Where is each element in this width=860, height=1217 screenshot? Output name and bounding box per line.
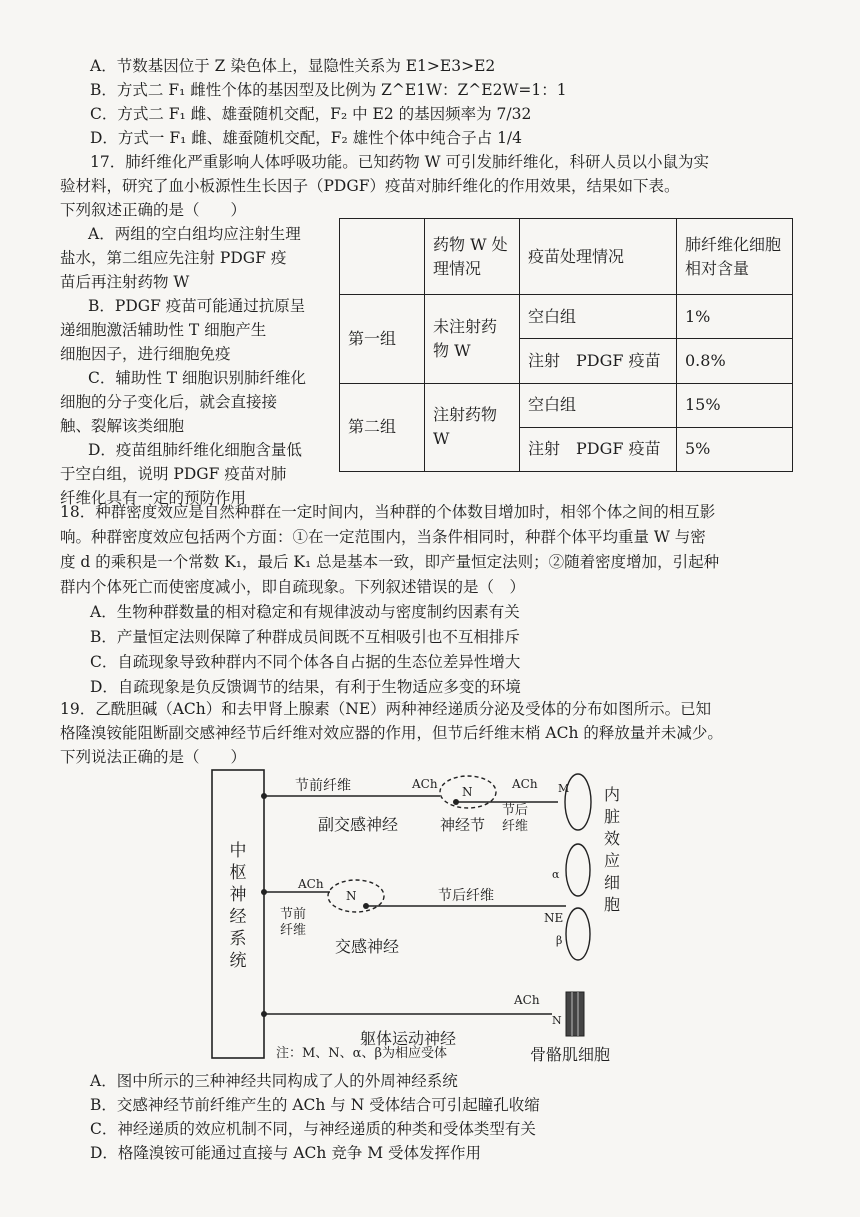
neuro-diagram (200, 766, 660, 1066)
q17-option-line: B．PDGF 疫苗可能通过抗原呈 (88, 297, 306, 315)
q16-option-a: A．节数基因位于 Z 染色体上，显隐性关系为 E1>E3>E2 (90, 57, 496, 75)
beta-receptor-label: β (556, 934, 563, 947)
q17-option-line: 递细胞激活辅助性 T 细胞产生 (60, 321, 267, 339)
q16-option-d: D．方式一 F₁ 雌、雄蚕随机交配，F₂ 雄性个体中纯合子占 1/4 (90, 129, 523, 147)
q18-stem-line1: 18．种群密度效应是自然种群在一定时间内，当种群的个体数目增加时，相邻个体之间的相互影 (60, 503, 716, 521)
ach-label: ACh (298, 877, 324, 891)
q17-option-line: 于空白组，说明 PDGF 疫苗对肺 (60, 465, 287, 483)
visceral-cell (566, 844, 590, 896)
table-group1-label: 第一组 (340, 295, 425, 383)
q19-option-b: B．交感神经节前纤维产生的 ACh 与 N 受体结合可引起瞳孔收缩 (90, 1096, 540, 1114)
cns-label: 中 (229, 841, 247, 861)
visceral-cell (565, 774, 591, 830)
q17-stem-line1: 17．肺纤维化严重影响人体呼吸功能。已知药物 W 可引发肺纤维化，科研人员以小鼠为实 (90, 153, 710, 171)
table-header-drug: 药物 W 处理情况 (425, 219, 520, 295)
table-header-vaccine: 疫苗处理情况 (520, 219, 677, 295)
visceral-label: 内 (604, 785, 621, 804)
n-receptor-label: N (346, 889, 357, 903)
m-receptor-label: M (558, 782, 570, 795)
table-group2-drug: 注射药物 W (425, 383, 520, 471)
q17-option-line: 细胞因子，进行细胞免疫 (60, 345, 231, 363)
figure-note: 注：M、N、α、β为相应受体 (276, 1046, 447, 1061)
q17-option-line: 触、裂解该类细胞 (60, 417, 185, 435)
table-cell-blank: 空白组 (520, 383, 677, 427)
cns-label: 系 (229, 929, 247, 949)
post-fiber-label: 节后纤维 (438, 888, 494, 904)
q17-option-line: D．疫苗组肺纤维化细胞含量低 (88, 441, 302, 459)
q18-option-d: D．自疏现象是负反馈调节的结果，有利于生物适应多变的环境 (90, 678, 521, 696)
ne-label: NE (544, 911, 564, 925)
visceral-label: 脏 (604, 807, 621, 826)
table-cell-vaccine: 注射 PDGF 疫苗 (520, 339, 677, 383)
q17-results-table (339, 218, 793, 472)
visceral-label: 应 (604, 851, 621, 870)
q18-option-c: C．自疏现象导致种群内不同个体各自占据的生态位差异性增大 (90, 653, 521, 671)
q17-option-line: 纤维化具有一定的预防作用 (60, 489, 247, 507)
ach-label: ACh (512, 777, 538, 791)
ganglion-label: 神经节 (440, 816, 486, 834)
q16-option-c: C．方式二 F₁ 雌、雄蚕随机交配，F₂ 中 E2 的基因频率为 7/32 (90, 105, 532, 123)
cns-label: 枢 (229, 863, 247, 883)
somatic-label: 躯体运动神经 (360, 1029, 457, 1048)
table-cell-vaccine: 注射 PDGF 疫苗 (520, 427, 677, 471)
visceral-cell (566, 908, 590, 960)
ach-label: ACh (514, 993, 540, 1007)
q17-option-line: C．辅助性 T 细胞识别肺纤维化 (88, 369, 307, 387)
ach-label: ACh (412, 777, 438, 791)
q19-stem-line1: 19．乙酰胆碱（ACh）和去甲肾上腺素（NE）两种神经递质分泌及受体的分布如图所示。已知 (60, 700, 712, 718)
alpha-receptor-label: α (552, 868, 560, 881)
pre-fiber-label: 节前纤维 (295, 778, 351, 794)
n-receptor-label: N (462, 785, 473, 799)
table-group2-label: 第二组 (340, 383, 425, 471)
table-corner-cell (340, 219, 425, 295)
n-receptor-label: N (552, 1014, 562, 1027)
q19-option-a: A．图中所示的三种神经共同构成了人的外周神经系统 (90, 1072, 458, 1090)
cns-label: 经 (229, 907, 247, 927)
cns-label: 统 (229, 951, 247, 971)
parasympathetic-label: 副交感神经 (318, 815, 399, 834)
q16-option-b: B．方式二 F₁ 雌性个体的基因型及比例为 Z^E1W：Z^E2W=1：1 (90, 81, 567, 99)
q19-stem-line2: 格隆溴铵能阻断副交感神经节后纤维对效应器的作用，但节后纤维末梢 ACh 的释放量并未减少。 (60, 724, 723, 742)
visceral-label: 胞 (604, 895, 621, 914)
post-fiber-label: 纤维 (502, 819, 529, 834)
q19-option-d: D．格隆溴铵可能通过直接与 ACh 竞争 M 受体发挥作用 (90, 1144, 482, 1162)
sympathetic-label: 交感神经 (335, 937, 400, 956)
visceral-label: 细 (604, 873, 621, 892)
table-group1-drug: 未注射药物 W (425, 295, 520, 383)
cns-label: 神 (229, 885, 247, 905)
q18-stem-line4: 群内个体死亡而使密度减小，即自疏现象。下列叙述错误的是（ ） (60, 578, 526, 596)
visceral-label: 效 (604, 829, 621, 848)
pre-fiber-label: 纤维 (280, 923, 307, 938)
table-cell-value: 0.8% (677, 339, 793, 383)
q17-option-line: A．两组的空白组均应注射生理 (88, 225, 301, 243)
q17-stem-line3: 下列叙述正确的是（ ） (60, 201, 247, 219)
q19-option-c: C．神经递质的效应机制不同，与神经递质的种类和受体类型有关 (90, 1120, 536, 1138)
q17-option-line: 苗后再注射药物 W (60, 273, 190, 291)
q18-option-b: B．产量恒定法则保障了种群成员间既不互相吸引也不互相排斥 (90, 628, 520, 646)
q18-stem-line2: 响。种群密度效应包括两个方面：①在一定范围内，当条件相同时，种群个体平均重量 W 与密 (60, 528, 706, 546)
q17-option-line: 细胞的分子变化后，就会直接接 (60, 393, 278, 411)
q19-stem-line3: 下列说法正确的是（ ） (60, 748, 247, 766)
q18-option-a: A．生物种群数量的相对稳定和有规律波动与密度制约因素有关 (90, 603, 520, 621)
q17-stem-line2: 验材料，研究了血小板源性生长因子（PDGF）疫苗对肺纤维化的作用效果，结果如下表。 (60, 177, 680, 195)
table-cell-value: 1% (677, 295, 793, 339)
muscle-label: 骨骼肌细胞 (530, 1045, 611, 1064)
table-cell-value: 5% (677, 427, 793, 471)
table-cell-value: 15% (677, 383, 793, 427)
table-cell-blank: 空白组 (520, 295, 677, 339)
post-fiber-label: 节后 (502, 803, 529, 818)
table-header-content: 肺纤维化细胞相对含量 (677, 219, 793, 295)
skeletal-muscle-cell (566, 992, 584, 1036)
pre-fiber-label: 节前 (280, 907, 307, 922)
q17-option-line: 盐水，第二组应先注射 PDGF 疫 (60, 249, 287, 267)
q18-stem-line3: 度 d 的乘积是一个常数 K₁，最后 K₁ 总是基本一致，即产量恒定法则；②随着密度增加，引起种 (60, 553, 720, 571)
